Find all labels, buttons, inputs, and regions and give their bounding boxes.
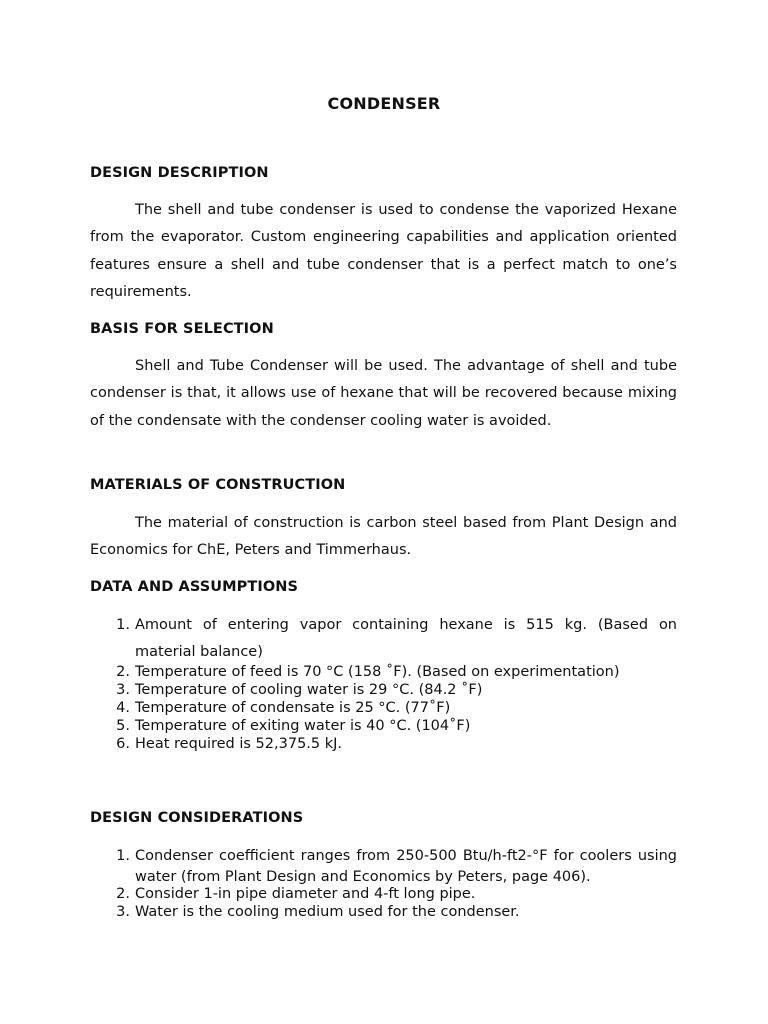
page-title: CONDENSER [327,94,441,113]
heading-materials-of-construction: MATERIALS OF CONSTRUCTION [90,477,346,493]
list-item-number: 3. [116,681,130,698]
list-item-text: Consider 1-in pipe diameter and 4-ft long pipe. [135,886,476,902]
heading-design-description: DESIGN DESCRIPTION [90,165,269,181]
list-item-text: Condenser coefficient ranges from 250-500 Btu/h-ft2-°F for coolers using water (from Plant Design and Economics by Peters, page 406). [135,848,677,885]
list-item-text: Amount of entering vapor containing hexane is 515 kg. (Based on material balance) [135,617,677,661]
list-item [90,612,677,667]
list-design-considerations [90,846,677,921]
list-item [90,717,677,735]
list-item [90,846,677,888]
list-item-number: 2. [116,886,130,902]
list-item-number: 3. [116,904,130,920]
heading-design-considerations: DESIGN CONSIDERATIONS [90,810,304,826]
heading-data-and-assumptions: DATA AND ASSUMPTIONS [90,579,299,595]
list-item-text: Heat required is 52,375.5 kJ. [135,735,343,752]
list-item-text: Water is the cooling medium used for the condenser. [135,904,520,920]
list-item-text: Temperature of condensate is 25 °C. (77˚F) [135,699,451,716]
list-item [90,699,677,717]
list-item-number: 2. [116,663,130,680]
list-item-number: 1. [116,617,130,633]
paragraph-materials-of-construction: The material of construction is carbon steel based from Plant Design and Economics for ChE, Peters and Timmerhaus. [90,515,677,559]
paragraph-basis-for-selection: Shell and Tube Condenser will be used. The advantage of shell and tube condenser is that, it allows use of hexane that will be recovered because mixing of the condensate with the condenser cooling water is avoided. [90,358,677,429]
list-item [90,681,677,699]
list-item-text: Temperature of exiting water is 40 °C. (104˚F) [135,717,471,734]
list-data-and-assumptions [90,612,677,753]
paragraph-design-description: The shell and tube condenser is used to condense the vaporized Hexane from the evaporator. Custom engineering capabilities and application oriented features ensure a shell and tube condenser that is a perfect match to one’s requirements. [90,202,677,300]
heading-basis-for-selection: BASIS FOR SELECTION [90,321,274,337]
list-item-text: Temperature of feed is 70 °C (158 ˚F). (Based on experimentation) [135,663,620,680]
list-item-text: Temperature of cooling water is 29 °C. (84.2 ˚F) [135,681,483,698]
list-item [90,663,677,681]
list-item-number: 5. [116,717,130,734]
list-item [90,735,677,753]
list-item [90,903,677,921]
list-item-number: 6. [116,735,130,752]
list-item-number: 1. [116,848,130,864]
list-item [90,885,677,903]
list-item-number: 4. [116,699,130,716]
